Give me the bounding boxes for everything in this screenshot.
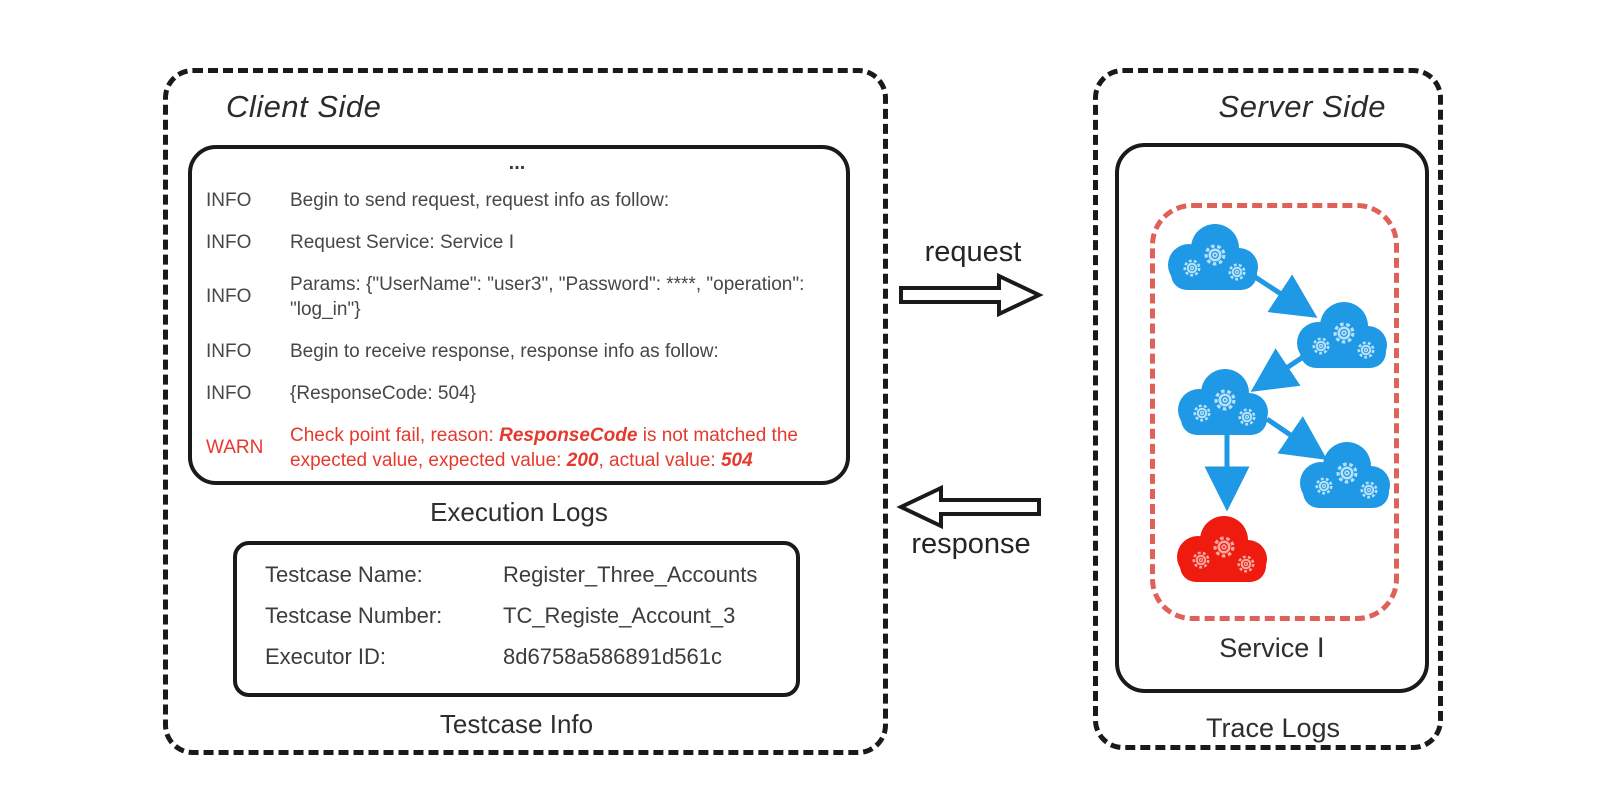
log-entry [206, 188, 828, 213]
client-side-panel [163, 68, 888, 755]
log-message: {ResponseCode: 504} [290, 383, 476, 404]
execution-logs-box [188, 145, 850, 485]
testcase-name-value: Register_Three_Accounts [503, 562, 758, 587]
testcase-row [265, 644, 796, 670]
log-entry-warn [206, 423, 828, 473]
log-level: WARN [206, 437, 264, 458]
log-level: INFO [206, 189, 252, 211]
client-side-title: Client Side [226, 89, 382, 124]
log-ellipsis: ... [508, 152, 526, 174]
response-label: response [911, 528, 1031, 560]
server-side-title: Server Side [1218, 89, 1386, 124]
log-message: Params: {"UserName": "user3", "Password": ****, "operation": "log_in"} [290, 274, 805, 320]
log-message: Request Service: Service Ⅰ [290, 232, 515, 253]
log-level: INFO [206, 340, 252, 362]
testcase-row [265, 562, 796, 588]
testcase-info-caption: Testcase Info [439, 709, 594, 739]
executor-id-value: 8d6758a586891d561c [503, 644, 723, 669]
log-message: Begin to send request, request info as follow: [290, 190, 670, 211]
service-cloud-icon [1162, 220, 1262, 294]
executor-id-label: Executor ID: [265, 644, 387, 669]
log-level: INFO [206, 231, 252, 253]
testcase-info-box [233, 541, 800, 697]
testcase-name-label: Testcase Name: [265, 562, 423, 587]
service-cloud-icon [1294, 438, 1394, 512]
execution-logs-caption: Execution Logs [430, 497, 608, 527]
trace-logs-caption: Trace Logs [1205, 713, 1341, 743]
log-message: Begin to receive response, response info as follow: [290, 341, 719, 362]
trace-box [1115, 143, 1429, 693]
testcase-number-label: Testcase Number: [265, 603, 443, 628]
request-label: request [924, 236, 1022, 268]
log-message: Check point fail, reason: ResponseCode is not matched the expected value, expected value: 200, actual value: 504 [290, 425, 798, 471]
log-entry [206, 272, 828, 322]
server-side-panel [1093, 68, 1443, 750]
testcase-number-value: TC_Registe_Account_3 [503, 603, 736, 628]
service-cloud-icon [1172, 365, 1272, 439]
log-entry [206, 381, 828, 406]
log-level: INFO [206, 382, 252, 404]
request-arrow-icon [898, 272, 1044, 318]
testcase-row [265, 603, 796, 629]
service-caption: Service Ⅰ [1219, 633, 1325, 663]
log-entry [206, 230, 828, 255]
log-entry [206, 339, 828, 364]
log-level: INFO [206, 286, 252, 307]
failed-service-cloud-icon [1171, 512, 1271, 586]
response-arrow-icon [896, 484, 1042, 530]
service-cloud-icon [1291, 298, 1391, 372]
